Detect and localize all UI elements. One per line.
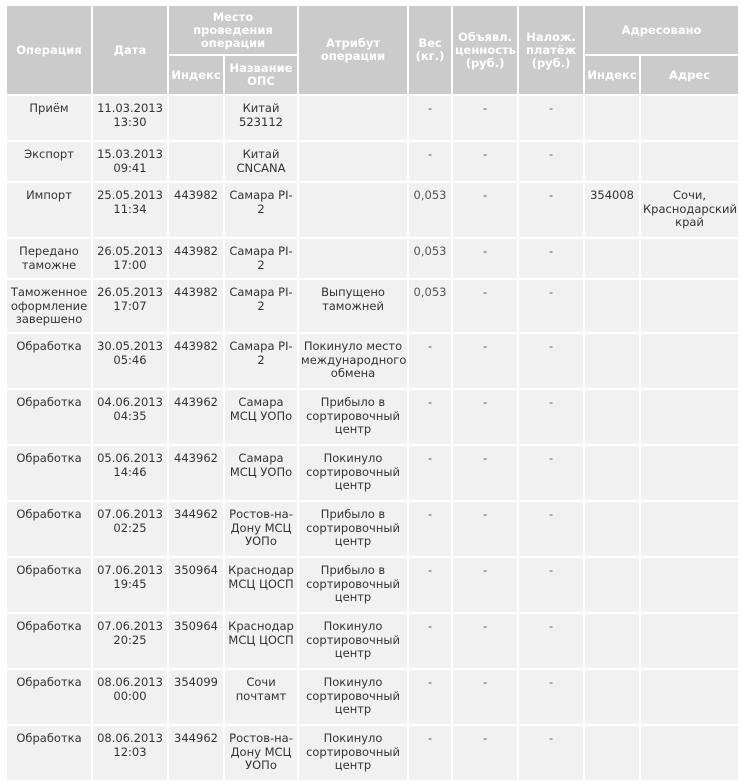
cell-ops-name: Самара PI-2 xyxy=(225,334,297,388)
header-cod: Налож. платёж (руб.) xyxy=(519,6,583,94)
table-row xyxy=(7,390,738,444)
cell-weight: - xyxy=(409,502,451,556)
cell-cod: - xyxy=(519,96,583,140)
cell-attribute xyxy=(299,183,407,237)
cell-cod: - xyxy=(519,280,583,332)
cell-declared-value: - xyxy=(453,558,517,612)
cell-weight: - xyxy=(409,96,451,140)
cell-ops-name: Краснодар МСЦ ЦОСП xyxy=(225,558,297,612)
cell-ops-name: Сочи почтамт xyxy=(225,670,297,724)
cell-addr-address xyxy=(641,614,738,668)
header-attribute: Атрибут операции xyxy=(299,6,407,94)
header-weight: Вес (кг.) xyxy=(409,6,451,94)
cell-cod: - xyxy=(519,502,583,556)
header-place-index: Индекс xyxy=(169,56,223,94)
cell-ops-name: Ростов-на-Дону МСЦ УОПо xyxy=(225,726,297,780)
cell-index: 344962 xyxy=(169,726,223,780)
cell-operation: Обработка xyxy=(7,334,91,388)
cell-operation: Обработка xyxy=(7,558,91,612)
cell-attribute xyxy=(299,142,407,181)
header-ops-name: Название ОПС xyxy=(225,56,297,94)
cell-cod: - xyxy=(519,726,583,780)
cell-weight: - xyxy=(409,558,451,612)
cell-attribute xyxy=(299,96,407,140)
cell-date: 07.06.2013 02:25 xyxy=(93,502,167,556)
table-row xyxy=(7,614,738,668)
cell-operation: Обработка xyxy=(7,614,91,668)
cell-addr-address xyxy=(641,96,738,140)
cell-index: 354099 xyxy=(169,670,223,724)
cell-attribute xyxy=(299,239,407,278)
cell-date: 11.03.2013 13:30 xyxy=(93,96,167,140)
cell-ops-name: Самара PI-2 xyxy=(225,183,297,237)
cell-cod: - xyxy=(519,239,583,278)
tracking-table xyxy=(5,4,740,782)
cell-attribute: Выпущено таможней xyxy=(299,280,407,332)
cell-addr-index xyxy=(585,390,639,444)
cell-cod: - xyxy=(519,183,583,237)
table-row xyxy=(7,280,738,332)
cell-index: 443982 xyxy=(169,239,223,278)
cell-index: 443982 xyxy=(169,183,223,237)
table-row xyxy=(7,142,738,181)
header-addressed: Адресовано xyxy=(585,6,738,54)
header-place: Место проведения операции xyxy=(169,6,297,54)
table-row xyxy=(7,670,738,724)
cell-ops-name: Самара PI-2 xyxy=(225,239,297,278)
cell-declared-value: - xyxy=(453,670,517,724)
cell-declared-value: - xyxy=(453,142,517,181)
cell-date: 08.06.2013 00:00 xyxy=(93,670,167,724)
cell-declared-value: - xyxy=(453,502,517,556)
cell-attribute: Покинуло сортировочный центр xyxy=(299,614,407,668)
cell-date: 07.06.2013 20:25 xyxy=(93,614,167,668)
cell-operation: Обработка xyxy=(7,726,91,780)
cell-declared-value: - xyxy=(453,280,517,332)
cell-cod: - xyxy=(519,614,583,668)
cell-weight: 0,053 xyxy=(409,239,451,278)
cell-addr-index xyxy=(585,502,639,556)
cell-index: 443962 xyxy=(169,446,223,500)
cell-index: 344962 xyxy=(169,502,223,556)
cell-ops-name: Краснодар МСЦ ЦОСП xyxy=(225,614,297,668)
cell-date: 25.05.2013 11:34 xyxy=(93,183,167,237)
cell-operation: Импорт xyxy=(7,183,91,237)
cell-addr-index xyxy=(585,280,639,332)
cell-weight: 0,053 xyxy=(409,280,451,332)
cell-operation: Обработка xyxy=(7,390,91,444)
cell-declared-value: - xyxy=(453,446,517,500)
cell-date: 04.06.2013 04:35 xyxy=(93,390,167,444)
cell-declared-value: - xyxy=(453,390,517,444)
table-row xyxy=(7,183,738,237)
header-date: Дата xyxy=(93,6,167,94)
cell-index: 443962 xyxy=(169,390,223,444)
cell-addr-index xyxy=(585,239,639,278)
cell-addr-index xyxy=(585,142,639,181)
cell-addr-address xyxy=(641,142,738,181)
cell-addr-address xyxy=(641,502,738,556)
cell-attribute: Покинуло сортировочный центр xyxy=(299,726,407,780)
cell-index: 350964 xyxy=(169,558,223,612)
cell-date: 26.05.2013 17:00 xyxy=(93,239,167,278)
cell-addr-address xyxy=(641,390,738,444)
cell-operation: Экспорт xyxy=(7,142,91,181)
cell-addr-address xyxy=(641,558,738,612)
cell-declared-value: - xyxy=(453,726,517,780)
cell-attribute: Покинуло место международного обмена xyxy=(299,334,407,388)
table-row xyxy=(7,446,738,500)
cell-addr-index xyxy=(585,96,639,140)
cell-operation: Таможенное оформление завершено xyxy=(7,280,91,332)
cell-addr-index xyxy=(585,614,639,668)
cell-operation: Обработка xyxy=(7,502,91,556)
cell-addr-address xyxy=(641,280,738,332)
cell-attribute: Прибыло в сортировочный центр xyxy=(299,558,407,612)
cell-declared-value: - xyxy=(453,334,517,388)
cell-declared-value: - xyxy=(453,239,517,278)
cell-index: 443982 xyxy=(169,280,223,332)
cell-addr-address xyxy=(641,670,738,724)
cell-cod: - xyxy=(519,446,583,500)
cell-ops-name: Китай CNCANA xyxy=(225,142,297,181)
cell-date: 15.03.2013 09:41 xyxy=(93,142,167,181)
cell-ops-name: Китай 523112 xyxy=(225,96,297,140)
cell-declared-value: - xyxy=(453,614,517,668)
cell-weight: - xyxy=(409,142,451,181)
cell-addr-index xyxy=(585,726,639,780)
cell-cod: - xyxy=(519,390,583,444)
table-body xyxy=(7,96,738,780)
cell-index: 443982 xyxy=(169,334,223,388)
cell-attribute: Прибыло в сортировочный центр xyxy=(299,502,407,556)
cell-date: 05.06.2013 14:46 xyxy=(93,446,167,500)
cell-addr-index xyxy=(585,446,639,500)
table-row xyxy=(7,726,738,780)
cell-weight: - xyxy=(409,614,451,668)
cell-weight: 0,053 xyxy=(409,183,451,237)
cell-attribute: Покинуло сортировочный центр xyxy=(299,670,407,724)
cell-operation: Приём xyxy=(7,96,91,140)
cell-ops-name: Самара PI-2 xyxy=(225,280,297,332)
table-row xyxy=(7,239,738,278)
cell-ops-name: Самара МСЦ УОПо xyxy=(225,390,297,444)
cell-addr-address: Сочи, Краснодарский край xyxy=(641,183,738,237)
cell-date: 26.05.2013 17:07 xyxy=(93,280,167,332)
cell-attribute: Покинуло сортировочный центр xyxy=(299,446,407,500)
table-row xyxy=(7,502,738,556)
table-row xyxy=(7,558,738,612)
header-addr-index: Индекс xyxy=(585,56,639,94)
cell-index xyxy=(169,142,223,181)
cell-addr-address xyxy=(641,239,738,278)
header-addr-address: Адрес xyxy=(641,56,738,94)
cell-addr-index xyxy=(585,334,639,388)
cell-date: 07.06.2013 19:45 xyxy=(93,558,167,612)
cell-index xyxy=(169,96,223,140)
cell-cod: - xyxy=(519,670,583,724)
cell-cod: - xyxy=(519,334,583,388)
cell-addr-index: 354008 xyxy=(585,183,639,237)
cell-operation: Передано таможне xyxy=(7,239,91,278)
table-row xyxy=(7,334,738,388)
cell-declared-value: - xyxy=(453,183,517,237)
table-row xyxy=(7,96,738,140)
cell-addr-index xyxy=(585,558,639,612)
cell-operation: Обработка xyxy=(7,446,91,500)
cell-date: 08.06.2013 12:03 xyxy=(93,726,167,780)
cell-date: 30.05.2013 05:46 xyxy=(93,334,167,388)
cell-cod: - xyxy=(519,142,583,181)
cell-weight: - xyxy=(409,334,451,388)
cell-addr-index xyxy=(585,670,639,724)
cell-ops-name: Самара МСЦ УОПо xyxy=(225,446,297,500)
cell-cod: - xyxy=(519,558,583,612)
cell-declared-value: - xyxy=(453,96,517,140)
cell-weight: - xyxy=(409,446,451,500)
cell-weight: - xyxy=(409,726,451,780)
cell-weight: - xyxy=(409,670,451,724)
cell-index: 350964 xyxy=(169,614,223,668)
cell-addr-address xyxy=(641,446,738,500)
cell-attribute: Прибыло в сортировочный центр xyxy=(299,390,407,444)
cell-operation: Обработка xyxy=(7,670,91,724)
header-operation: Операция xyxy=(7,6,91,94)
cell-addr-address xyxy=(641,334,738,388)
cell-addr-address xyxy=(641,726,738,780)
header-declared-value: Объявл. ценность (руб.) xyxy=(453,6,517,94)
cell-weight: - xyxy=(409,390,451,444)
cell-ops-name: Ростов-на-Дону МСЦ УОПо xyxy=(225,502,297,556)
